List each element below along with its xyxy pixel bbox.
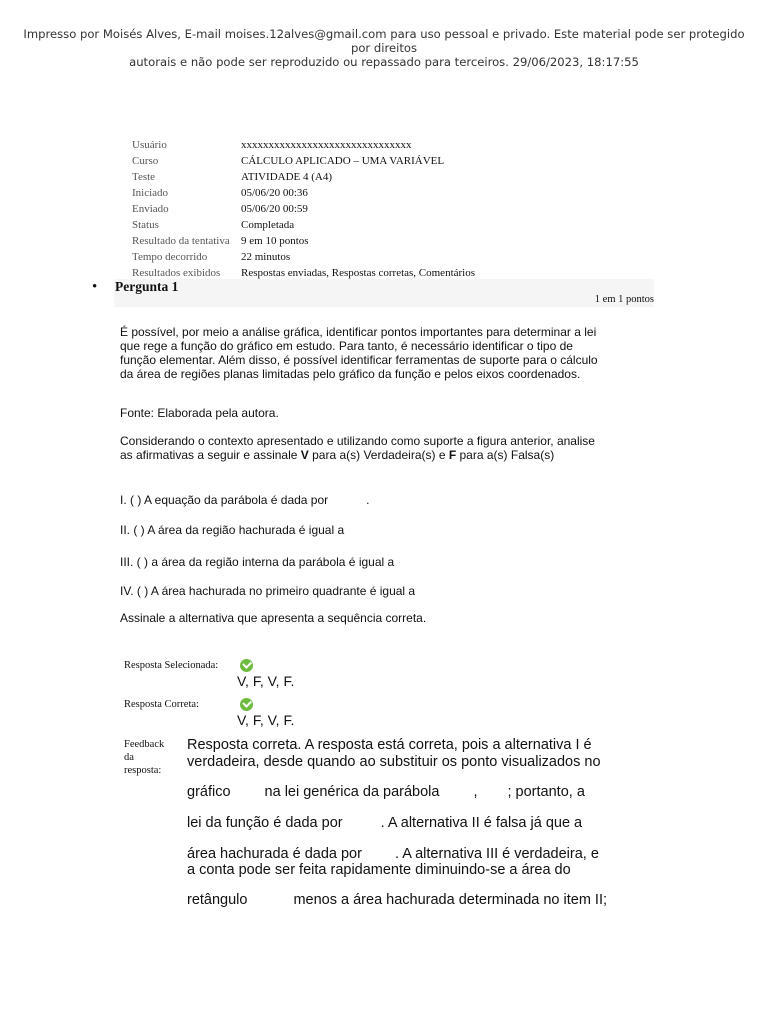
instruction-text: para a(s) Falsa(s) [456, 448, 555, 462]
intro-line: que rege a função do gráfico em estudo. Para tanto, é necessário identificar o tipo de [120, 339, 573, 353]
statement-item: II. ( ) A área da região hachurada é igual a [120, 523, 345, 537]
feedback-text: . A alternativa II é falsa já que a [380, 815, 583, 831]
intro-line: da área de regiões planas limitadas pelo gráfico da função e pelos eixos coordenados. [120, 367, 581, 381]
feedback-text: lei da função é dada por [187, 815, 343, 831]
intro-line: É possível, por meio a análise gráfica, identificar pontos importantes para determinar a lei [120, 325, 597, 339]
check-circle-icon [240, 698, 253, 711]
feedback-line: Resposta correta. A resposta está correta, pois a alternativa I é [187, 737, 592, 753]
feedback-line [187, 892, 607, 909]
question-source: Fonte: Elaborada pela autora. [120, 406, 279, 420]
instruction-text: para a(s) Verdadeira(s) e [308, 448, 449, 462]
feedback-text: menos a área hachurada determinada no item II; [293, 892, 608, 908]
statement-text: I. ( ) A equação da parábola é dada por [120, 493, 329, 507]
intro-line: função elementar. Além disso, é possível identificar ferramentas de suporte para o cálculo [120, 353, 598, 367]
print-watermark [20, 27, 748, 69]
feedback-text: ; portanto, a [507, 784, 585, 800]
info-label: Curso [132, 155, 159, 167]
info-label: Status [132, 219, 159, 231]
info-value: Respostas enviadas, Respostas corretas, Comentários [241, 267, 476, 279]
statement-end: . [366, 493, 370, 507]
selected-answer-label: Resposta Selecionada: [124, 660, 219, 671]
feedback-line [187, 784, 585, 801]
instruction-line [120, 448, 595, 462]
instruction-f: F [448, 448, 457, 462]
question-header-bar [114, 279, 654, 307]
feedback-label [124, 738, 164, 777]
info-label: Resultado da tentativa [132, 235, 230, 247]
feedback-label-line: resposta: [124, 765, 162, 776]
feedback-label-line: Feedback [124, 739, 165, 750]
feedback-label-line: da [124, 752, 134, 763]
selected-answer-value: V, F, V, F. [237, 673, 295, 689]
feedback-text: . A alternativa III é verdadeira, e [394, 846, 599, 862]
question-intro [120, 325, 598, 381]
feedback-line [187, 846, 599, 863]
info-label: Iniciado [132, 187, 169, 199]
info-label: Usuário [132, 139, 167, 151]
info-value: 05/06/20 00:59 [241, 203, 308, 215]
statement-item: IV. ( ) A área hachurada no primeiro quadrante é igual a [120, 584, 416, 598]
list-bullet: • [92, 279, 98, 295]
info-label: Tempo decorrido [132, 251, 208, 263]
info-value: 22 minutos [241, 251, 291, 263]
statement-item [120, 493, 370, 507]
info-label: Resultados exibidos [132, 267, 221, 279]
watermark-line-2: autorais e não pode ser reproduzido ou repassado para terceiros. 29/06/2023, 18:17:55 [129, 55, 639, 69]
info-value: CÁLCULO APLICADO – UMA VARIÁVEL [241, 155, 445, 167]
correct-answer-label: Resposta Correta: [124, 699, 199, 710]
feedback-line [187, 815, 582, 832]
info-value: 05/06/20 00:36 [241, 187, 308, 199]
question-instructions [120, 434, 595, 462]
info-label: Enviado [132, 203, 169, 215]
info-label: Teste [132, 171, 156, 183]
watermark-line-1: Impresso por Moisés Alves, E-mail moises.12alves@gmail.com para uso pessoal e privado. Este material pode ser protegido por direitos [23, 27, 745, 55]
instruction-line: Considerando o contexto apresentado e utilizando como suporte a figura anterior, analise [120, 434, 595, 448]
feedback-line: verdadeira, desde quando ao substituir os ponto visualizados no [187, 754, 601, 770]
statement-item: III. ( ) a área da região interna da parábola é igual a [120, 555, 395, 569]
feedback-text: na lei genérica da parábola [264, 784, 440, 800]
check-circle-icon [240, 659, 253, 672]
instruction-v: V [300, 448, 309, 462]
info-value: 9 em 10 pontos [241, 235, 309, 247]
question-points: 1 em 1 pontos [594, 294, 654, 305]
feedback-text: , [473, 784, 478, 800]
info-value: xxxxxxxxxxxxxxxxxxxxxxxxxxxxxxx [241, 139, 412, 151]
feedback-line: a conta pode ser feita rapidamente diminuindo-se a área do [187, 862, 571, 878]
info-value: Completada [241, 219, 295, 231]
correct-answer-value: V, F, V, F. [237, 712, 295, 728]
question-title: Pergunta 1 [115, 279, 179, 294]
feedback-text: retângulo [187, 892, 248, 908]
info-value: ATIVIDADE 4 (A4) [241, 171, 333, 183]
question-prompt: Assinale a alternativa que apresenta a sequência correta. [120, 611, 427, 625]
instruction-text: as afirmativas a seguir e assinale [120, 448, 301, 462]
feedback-text: gráfico [187, 784, 231, 800]
feedback-text: área hachurada é dada por [187, 846, 362, 862]
